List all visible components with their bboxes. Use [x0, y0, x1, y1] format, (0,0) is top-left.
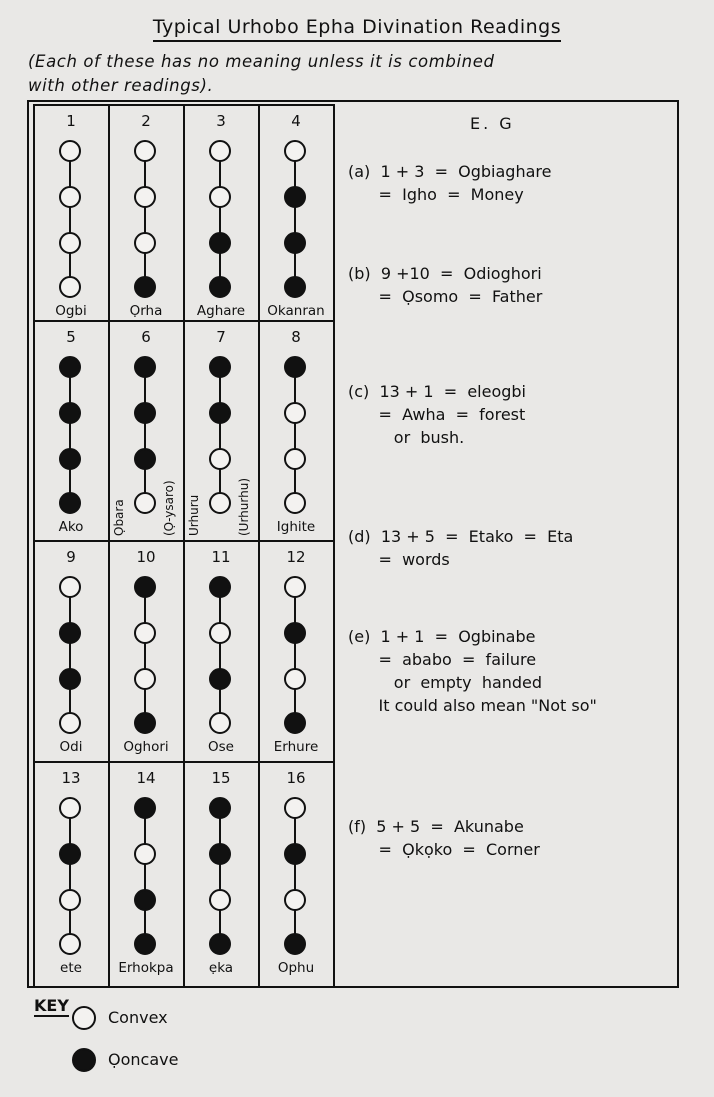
bead-chain-link: [144, 817, 146, 845]
convex-bead: [59, 712, 81, 734]
concave-bead: [59, 356, 81, 378]
convex-bead: [209, 448, 231, 470]
concave-bead: [209, 668, 231, 690]
convex-bead: [134, 186, 156, 208]
concave-bead: [209, 843, 231, 865]
key-convex-label: Convex: [108, 1008, 168, 1027]
concave-bead: [284, 622, 306, 644]
reading-number: 5: [66, 328, 76, 346]
reading-name: Ose: [208, 739, 234, 755]
bead-chain-link: [144, 252, 146, 278]
concave-bead: [59, 402, 81, 424]
reading-name: Ophu: [277, 960, 315, 976]
reading-number: 2: [141, 112, 151, 130]
reading-number: 9: [66, 548, 76, 566]
reading-number: 11: [211, 548, 231, 566]
reading-name: Aghare: [196, 303, 246, 319]
reading-name: ete: [60, 960, 82, 976]
concave-bead: [284, 356, 306, 378]
concave-bead: [59, 448, 81, 470]
example-line: or empty handed: [348, 673, 543, 692]
bead-chain-link: [144, 160, 146, 188]
example-b: [348, 262, 668, 308]
reading-number: 3: [216, 112, 226, 130]
bead-chain-link: [219, 252, 221, 278]
title-text: Typical Urhobo Epha Divination Readings: [153, 16, 561, 42]
reading-name: ẹka: [208, 960, 234, 976]
concave-bead: [209, 576, 231, 598]
concave-bead: [209, 933, 231, 955]
convex-bead: [209, 622, 231, 644]
reading-number: 8: [291, 328, 301, 346]
bead-chain-link: [294, 909, 296, 935]
convex-bead: [59, 186, 81, 208]
example-line: = ababo = failure: [348, 650, 537, 669]
convex-bead: [209, 712, 231, 734]
example-line: = words: [348, 550, 450, 569]
example-a: [348, 160, 668, 206]
example-line: It could also mean "Not so": [348, 696, 597, 715]
example-line: (d) 13 + 5 = Etako = Eta: [348, 527, 574, 546]
convex-bead: [134, 622, 156, 644]
bead-chain-link: [144, 422, 146, 450]
convex-bead: [134, 492, 156, 514]
bead-chain-link: [69, 817, 71, 845]
convex-bead: [59, 576, 81, 598]
bead-chain-link: [294, 376, 296, 404]
example-f: [348, 815, 668, 861]
bead-chain-link: [144, 688, 146, 714]
key-convex-bead: [72, 1006, 96, 1030]
convex-bead: [209, 186, 231, 208]
reading-cell-2: [110, 106, 182, 326]
reading-name: Ọrha: [129, 303, 163, 319]
bead-chain-link: [219, 642, 221, 670]
example-line: = Ọkọko = Corner: [348, 840, 540, 859]
reading-number: 16: [286, 769, 306, 787]
bead-chain-link: [144, 909, 146, 935]
bead-chain-link: [294, 252, 296, 278]
bead-chain-link: [144, 596, 146, 624]
concave-bead: [134, 276, 156, 298]
concave-bead: [284, 933, 306, 955]
bead-chain-link: [69, 422, 71, 450]
bead-chain-link: [69, 596, 71, 624]
convex-bead: [134, 843, 156, 865]
concave-bead: [284, 232, 306, 254]
convex-bead: [284, 492, 306, 514]
concave-bead: [134, 933, 156, 955]
reading-name: Urhuru: [187, 494, 201, 536]
key-label: KEY: [34, 996, 69, 1015]
reading-number: 10: [136, 548, 156, 566]
bead-chain-link: [219, 376, 221, 404]
bead-chain-link: [144, 642, 146, 670]
reading-number: 13: [61, 769, 81, 787]
example-line: (f) 5 + 5 = Akunabe: [348, 817, 524, 836]
convex-bead: [284, 668, 306, 690]
reading-cell-5: [35, 322, 107, 542]
concave-bead: [59, 668, 81, 690]
reading-cell-16: [260, 763, 332, 983]
example-line: = Ọsomo = Father: [348, 287, 543, 306]
convex-bead: [59, 276, 81, 298]
reading-cell-7: [185, 322, 257, 542]
bead-chain-link: [69, 642, 71, 670]
bead-chain-link: [294, 863, 296, 891]
convex-bead: [209, 889, 231, 911]
concave-bead: [209, 356, 231, 378]
bead-chain-link: [219, 688, 221, 714]
convex-bead: [284, 140, 306, 162]
reading-cell-1: [35, 106, 107, 326]
bead-chain-link: [294, 160, 296, 188]
bead-chain-link: [69, 206, 71, 234]
reading-cell-10: [110, 542, 182, 762]
concave-bead: [209, 402, 231, 424]
reading-name: Ọbara: [112, 499, 126, 536]
reading-name: Erhokpa: [118, 960, 174, 976]
example-line: (c) 13 + 1 = eleogbi: [348, 382, 526, 401]
concave-bead: [134, 448, 156, 470]
bead-chain-link: [69, 468, 71, 494]
example-d: [348, 525, 668, 571]
concave-bead: [134, 402, 156, 424]
bead-chain-link: [69, 863, 71, 891]
example-e: [348, 625, 668, 717]
concave-bead: [134, 356, 156, 378]
page-title: [0, 16, 714, 38]
reading-name: Okanran: [267, 303, 325, 319]
concave-bead: [134, 889, 156, 911]
concave-bead: [59, 492, 81, 514]
example-line: (b) 9 +10 = Odioghori: [348, 264, 542, 283]
convex-bead: [209, 140, 231, 162]
convex-bead: [134, 140, 156, 162]
bead-chain-link: [219, 909, 221, 935]
reading-alt-name: (Ọ-ysaro): [162, 480, 176, 536]
convex-bead: [284, 402, 306, 424]
bead-chain-link: [294, 817, 296, 845]
concave-bead: [209, 797, 231, 819]
reading-name: Erhure: [273, 739, 319, 755]
convex-bead: [134, 668, 156, 690]
reading-cell-9: [35, 542, 107, 762]
concave-bead: [284, 186, 306, 208]
reading-cell-8: [260, 322, 332, 542]
bead-chain-link: [219, 468, 221, 494]
convex-bead: [59, 232, 81, 254]
key-concave-bead: [72, 1048, 96, 1072]
concave-bead: [284, 843, 306, 865]
convex-bead: [284, 576, 306, 598]
reading-number: 12: [286, 548, 306, 566]
concave-bead: [59, 622, 81, 644]
reading-number: 4: [291, 112, 301, 130]
reading-cell-3: [185, 106, 257, 326]
bead-chain-link: [219, 817, 221, 845]
bead-chain-link: [294, 596, 296, 624]
example-line: (e) 1 + 1 = Ogbinabe: [348, 627, 536, 646]
concave-bead: [209, 276, 231, 298]
concave-bead: [209, 232, 231, 254]
reading-name: Oghori: [123, 739, 169, 755]
bead-chain-link: [69, 160, 71, 188]
convex-bead: [134, 232, 156, 254]
convex-bead: [59, 933, 81, 955]
concave-bead: [134, 797, 156, 819]
reading-number: 1: [66, 112, 76, 130]
bead-chain-link: [69, 688, 71, 714]
convex-bead: [59, 140, 81, 162]
subtitle-line-2: with other readings).: [28, 76, 214, 95]
reading-name: Ogbi: [55, 303, 87, 319]
reading-cell-11: [185, 542, 257, 762]
reading-number: 7: [216, 328, 226, 346]
bead-chain-link: [144, 468, 146, 494]
concave-bead: [284, 712, 306, 734]
bead-chain-link: [294, 688, 296, 714]
example-line: = Igho = Money: [348, 185, 524, 204]
bead-chain-link: [294, 468, 296, 494]
bead-chain-link: [144, 376, 146, 404]
examples-heading: E. G: [470, 114, 515, 133]
example-line: (a) 1 + 3 = Ogbiaghare: [348, 162, 552, 181]
reading-cell-4: [260, 106, 332, 326]
bead-chain-link: [219, 206, 221, 234]
example-c: [348, 380, 668, 449]
reading-cell-15: [185, 763, 257, 983]
concave-bead: [284, 276, 306, 298]
reading-name: Odi: [59, 739, 83, 755]
reading-cell-12: [260, 542, 332, 762]
example-line: = Awha = forest: [348, 405, 526, 424]
convex-bead: [59, 889, 81, 911]
bead-chain-link: [69, 909, 71, 935]
bead-chain-link: [144, 206, 146, 234]
reading-cell-13: [35, 763, 107, 983]
concave-bead: [134, 712, 156, 734]
reading-number: 14: [136, 769, 156, 787]
subtitle: [28, 50, 698, 98]
convex-bead: [284, 448, 306, 470]
bead-chain-link: [219, 863, 221, 891]
bead-chain-link: [294, 642, 296, 670]
bead-chain-link: [219, 160, 221, 188]
subtitle-line-1: (Each of these has no meaning unless it is combined: [28, 52, 495, 71]
reading-cell-14: [110, 763, 182, 983]
concave-bead: [59, 843, 81, 865]
bead-chain-link: [69, 376, 71, 404]
bead-chain-link: [219, 596, 221, 624]
reading-number: 15: [211, 769, 231, 787]
bead-chain-link: [69, 252, 71, 278]
convex-bead: [209, 492, 231, 514]
reading-alt-name: (Urhurhu): [237, 477, 251, 536]
reading-name: Ako: [58, 519, 84, 535]
concave-bead: [134, 576, 156, 598]
reading-cell-6: [110, 322, 182, 542]
bead-chain-link: [294, 422, 296, 450]
example-line: or bush.: [348, 428, 465, 447]
key-concave-label: Ọoncave: [108, 1050, 179, 1069]
bead-chain-link: [144, 863, 146, 891]
convex-bead: [284, 797, 306, 819]
convex-bead: [284, 889, 306, 911]
reading-number: 6: [141, 328, 151, 346]
bead-chain-link: [219, 422, 221, 450]
bead-chain-link: [294, 206, 296, 234]
reading-name: Ighite: [276, 519, 316, 535]
convex-bead: [59, 797, 81, 819]
